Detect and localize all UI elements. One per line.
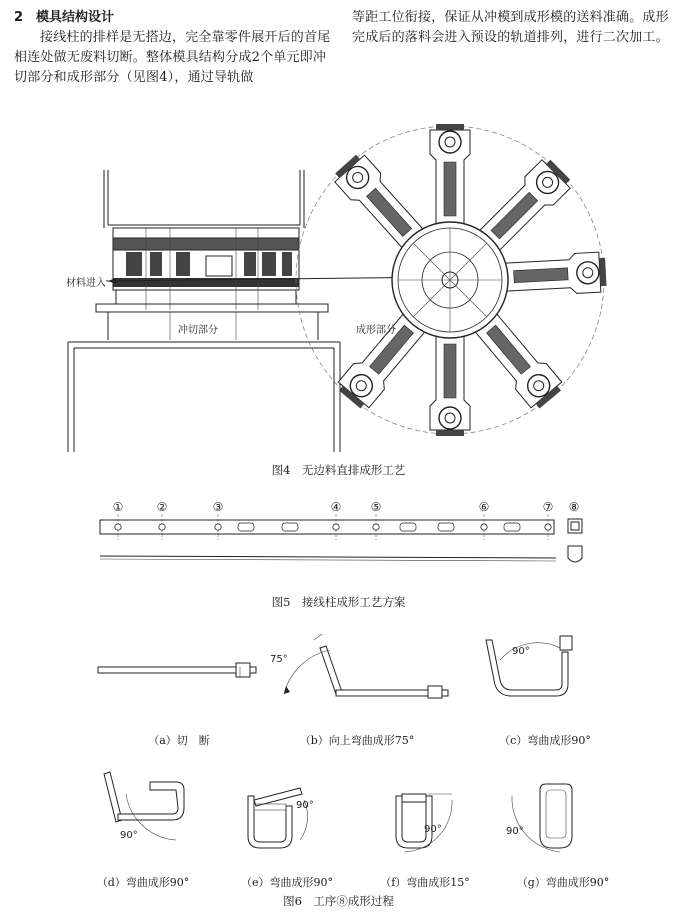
figure-6-caption: 图6 工序⑧成形过程: [283, 894, 394, 908]
label-forming-section: 成形部分: [356, 325, 396, 336]
fig6-a-blank: [98, 663, 256, 677]
fig6-g-angle: 90°: [506, 826, 524, 837]
label-punch-section: 冲切部分: [178, 325, 218, 336]
station-label: ③: [212, 500, 224, 514]
station-label: ②: [156, 500, 168, 514]
station-label: ⑤: [370, 500, 382, 514]
fig6-sub-g: （g）弯曲成形90°: [516, 876, 610, 889]
fig6-c-angle: 90°: [512, 646, 530, 657]
fig6-b-angle: 75°: [270, 654, 288, 665]
fig6-g-bend-90: [506, 784, 572, 852]
figure-4-caption: 图4 无边料直排成形工艺: [271, 463, 406, 477]
fig6-sub-a: （a）切 断: [148, 734, 210, 747]
fig6-d-angle: 90°: [120, 830, 138, 841]
fig6-e-bend-90: [248, 788, 314, 848]
station-label: ⑥: [478, 500, 490, 514]
figure-5-caption: 图5 接线柱成形工艺方案: [271, 595, 406, 609]
fig6-sub-b: （b）向上弯曲成形75°: [299, 734, 415, 747]
station-label: ④: [330, 500, 342, 514]
fig6-c-bend-90: [486, 636, 572, 696]
right-paragraph: 等距工位衔接，保证从冲模到成形模的送料准确。成形完成后的落料会进入预设的轨道排列，进行二次加工。: [352, 10, 669, 45]
fig6-sub-e: （e）弯曲成形90°: [240, 876, 333, 889]
section-title: 模具结构设计: [36, 10, 115, 25]
fig6-f-bend-15: [396, 794, 452, 852]
station-label: ⑧: [568, 500, 580, 514]
fig6-d-bend-90: [104, 772, 184, 841]
station-label: ①: [112, 500, 124, 514]
fig6-b-bend-75: [270, 634, 448, 698]
fig6-e-angle: 90°: [296, 800, 314, 811]
left-paragraph: 接线柱的排样是无搭边，完全靠零件展开后的首尾相连处做无废料切断。整体模具结构分成2个单元即冲切部分和成形部分（见图4），通过导轨做: [14, 30, 331, 85]
fig6-f-angle: 90°: [424, 824, 442, 835]
fig6-sub-c: （c）弯曲成形90°: [499, 734, 591, 747]
section-number: 2: [14, 10, 24, 25]
station-label: ⑦: [542, 500, 554, 514]
label-material-feed: 材料进入: [66, 278, 106, 289]
fig6-sub-d: （d）弯曲成形90°: [96, 876, 190, 889]
fig6-sub-f: （f）弯曲成形15°: [380, 876, 470, 889]
